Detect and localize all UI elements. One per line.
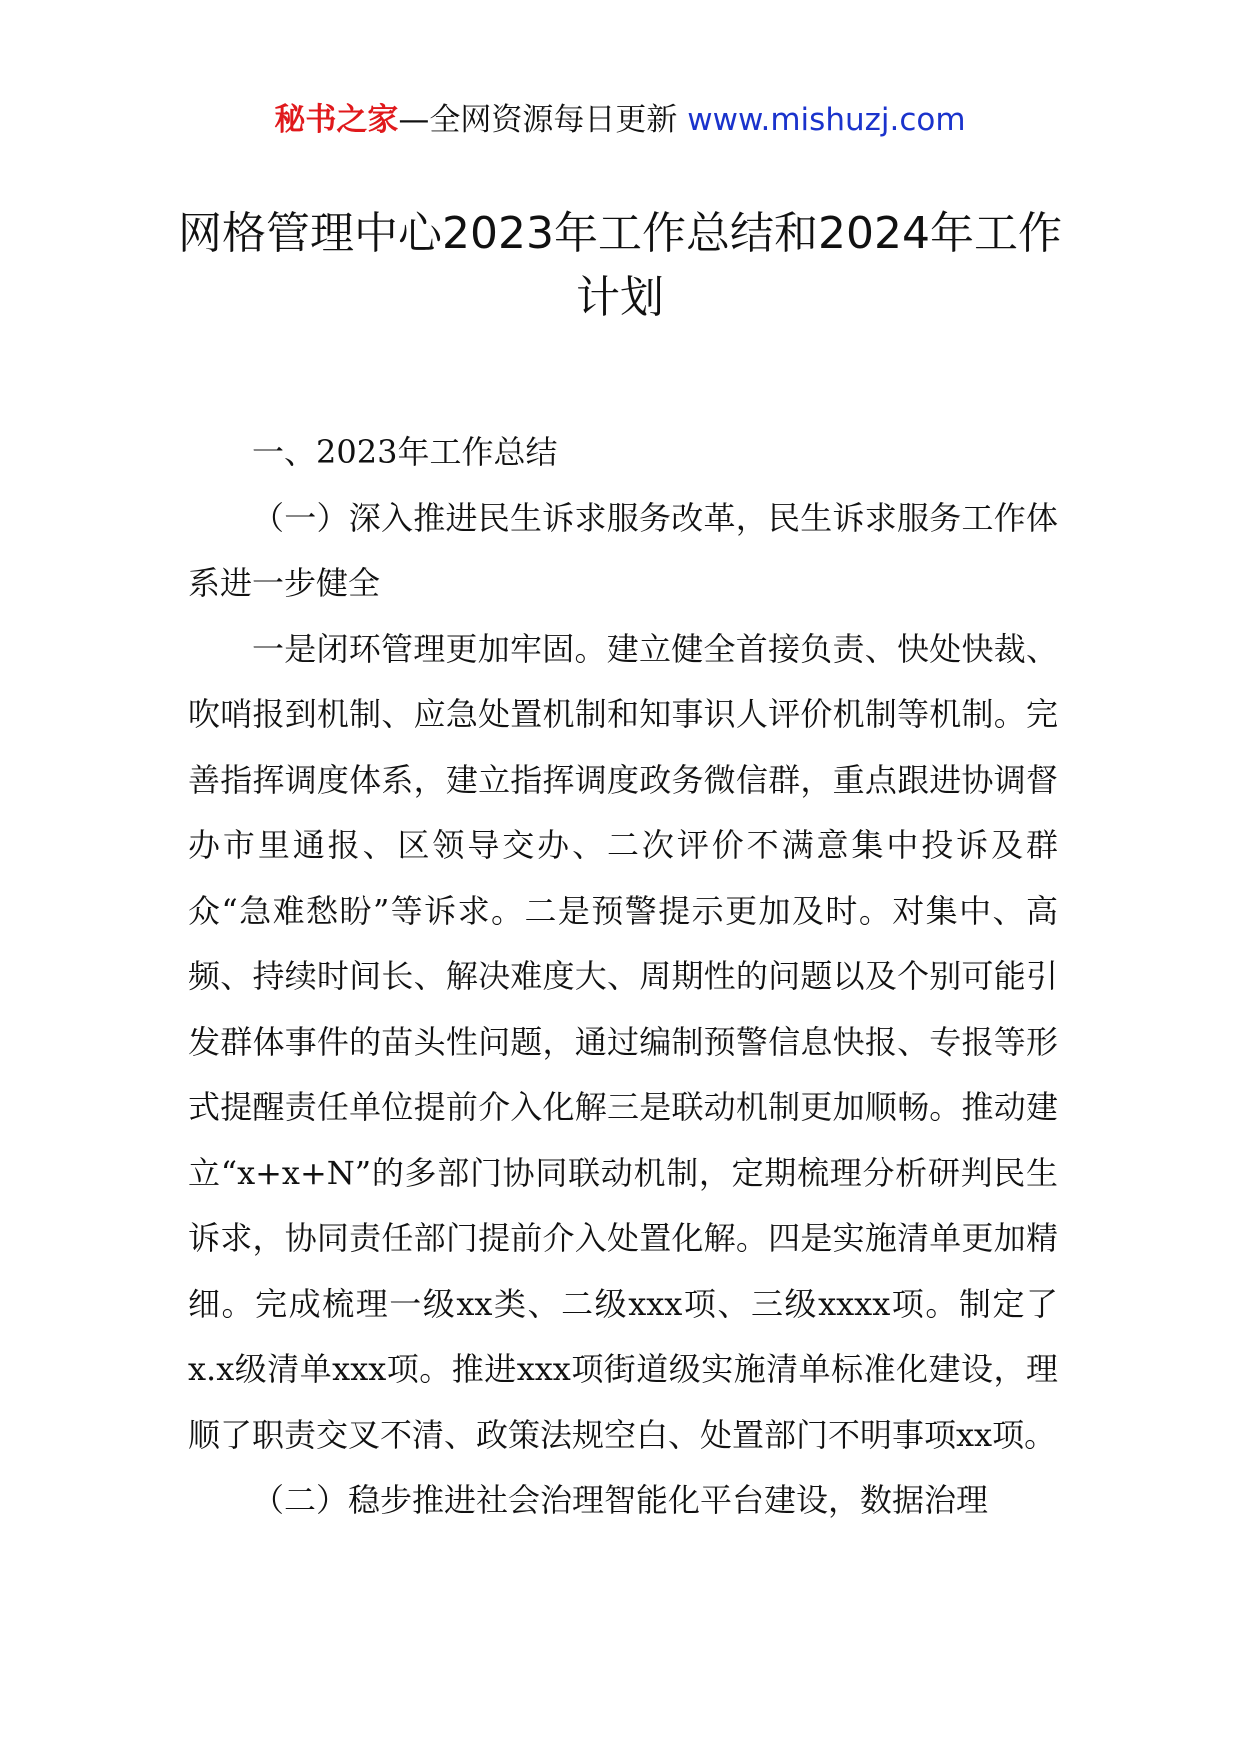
site-url[interactable]: www.mishuzj.com [687,102,966,138]
header-tagline: —全网资源每日更新 [398,102,688,138]
document-title: 网格管理中心2023年工作总结和2024年工作计划 [178,208,1062,323]
document-body [188,420,1058,1534]
site-header [0,100,1240,140]
brand-name: 秘书之家 [274,102,399,138]
subsection-heading-2: （二）稳步推进社会治理智能化平台建设，数据治理 [252,1481,989,1519]
subsection-heading-1: （一）深入推进民生诉求服务改革，民生诉求服务工作体系进一步健全 [188,498,1058,602]
section-heading: 一、2023年工作总结 [252,433,558,471]
body-paragraph: 一是闭环管理更加牢固。建立健全首接负责、快处快裁、吹哨报到机制、应急处置机制和知事识人评价机制等机制。完善指挥调度体系，建立指挥调度政务微信群，重点跟进协调督办市里通报、区领导交办、二次评价不满意集中投诉及群众“急难愁盼”等诉求。二是预警提示更加及时。对集中、高频、持续时间长、解决难度大、周期性的问题以及个别可能引发群体事件的苗头性问题，通过编制预警信息快报、专报等形式提醒责任单位提前介入化解三是联动机制更加顺畅。推动建立“x+x+N”的多部门协同联动机制，定期梳理分析研判民生诉求，协同责任部门提前介入处置化解。四是实施清单更加精细。完成梳理一级xx类、二级xxx项、三级xxxx项。制定了x.x级清单xxx项。推进xxx项街道级实施清单标准化建设，理顺了职责交叉不清、政策法规空白、处置部门不明事项xx项。 [188,629,1058,1454]
